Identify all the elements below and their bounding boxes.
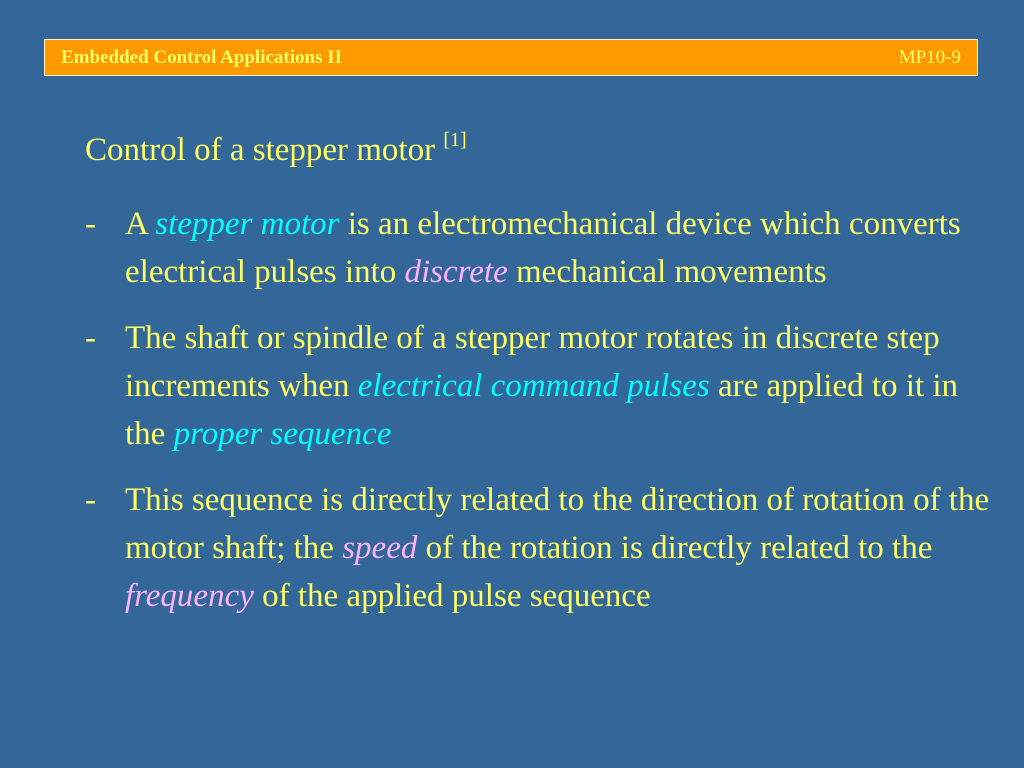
emphasis-term: discrete xyxy=(404,254,508,290)
bullet-segment: are applied to it in the xyxy=(125,368,959,452)
emphasis-term: electrical command pulses xyxy=(357,368,710,404)
header-title: Embedded Control Applications II xyxy=(61,46,343,68)
bullet-segment: of the applied pulse sequence xyxy=(253,578,651,614)
bullet-segment: The shaft or spindle of a stepper motor rotates in discrete step increments when xyxy=(125,320,940,404)
bullet-item xyxy=(85,476,1005,620)
emphasis-term: proper sequence xyxy=(173,416,392,452)
bullet-text xyxy=(125,314,1005,458)
bullet-segment: This sequence is directly related to the direction of rotation of the motor shaft; the xyxy=(125,482,990,566)
header-bar xyxy=(44,39,978,76)
emphasis-term: stepper motor xyxy=(155,206,340,242)
slide-title xyxy=(85,128,467,172)
slide-code: MP10-9 xyxy=(898,46,961,68)
reference-marker: [1] xyxy=(443,129,467,151)
bullet-text xyxy=(125,476,1005,620)
bullet-segment: A xyxy=(125,206,156,242)
bullet-item xyxy=(85,200,1005,296)
slide-title-text: Control of a stepper motor xyxy=(85,132,436,168)
bullet-text xyxy=(125,200,1005,296)
bullet-segment: is an electromechanical device which converts electrical pulses into xyxy=(125,206,961,290)
emphasis-term: frequency xyxy=(125,578,254,614)
bullet-marker: - xyxy=(85,482,96,518)
bullet-marker: - xyxy=(85,320,96,356)
bullet-segment: of the rotation is directly related to the xyxy=(417,530,933,566)
bullet-marker: - xyxy=(85,206,96,242)
bullet-segment: mechanical movements xyxy=(507,254,827,290)
emphasis-term: speed xyxy=(342,530,418,566)
bullet-list xyxy=(85,200,1005,638)
bullet-item xyxy=(85,314,1005,458)
